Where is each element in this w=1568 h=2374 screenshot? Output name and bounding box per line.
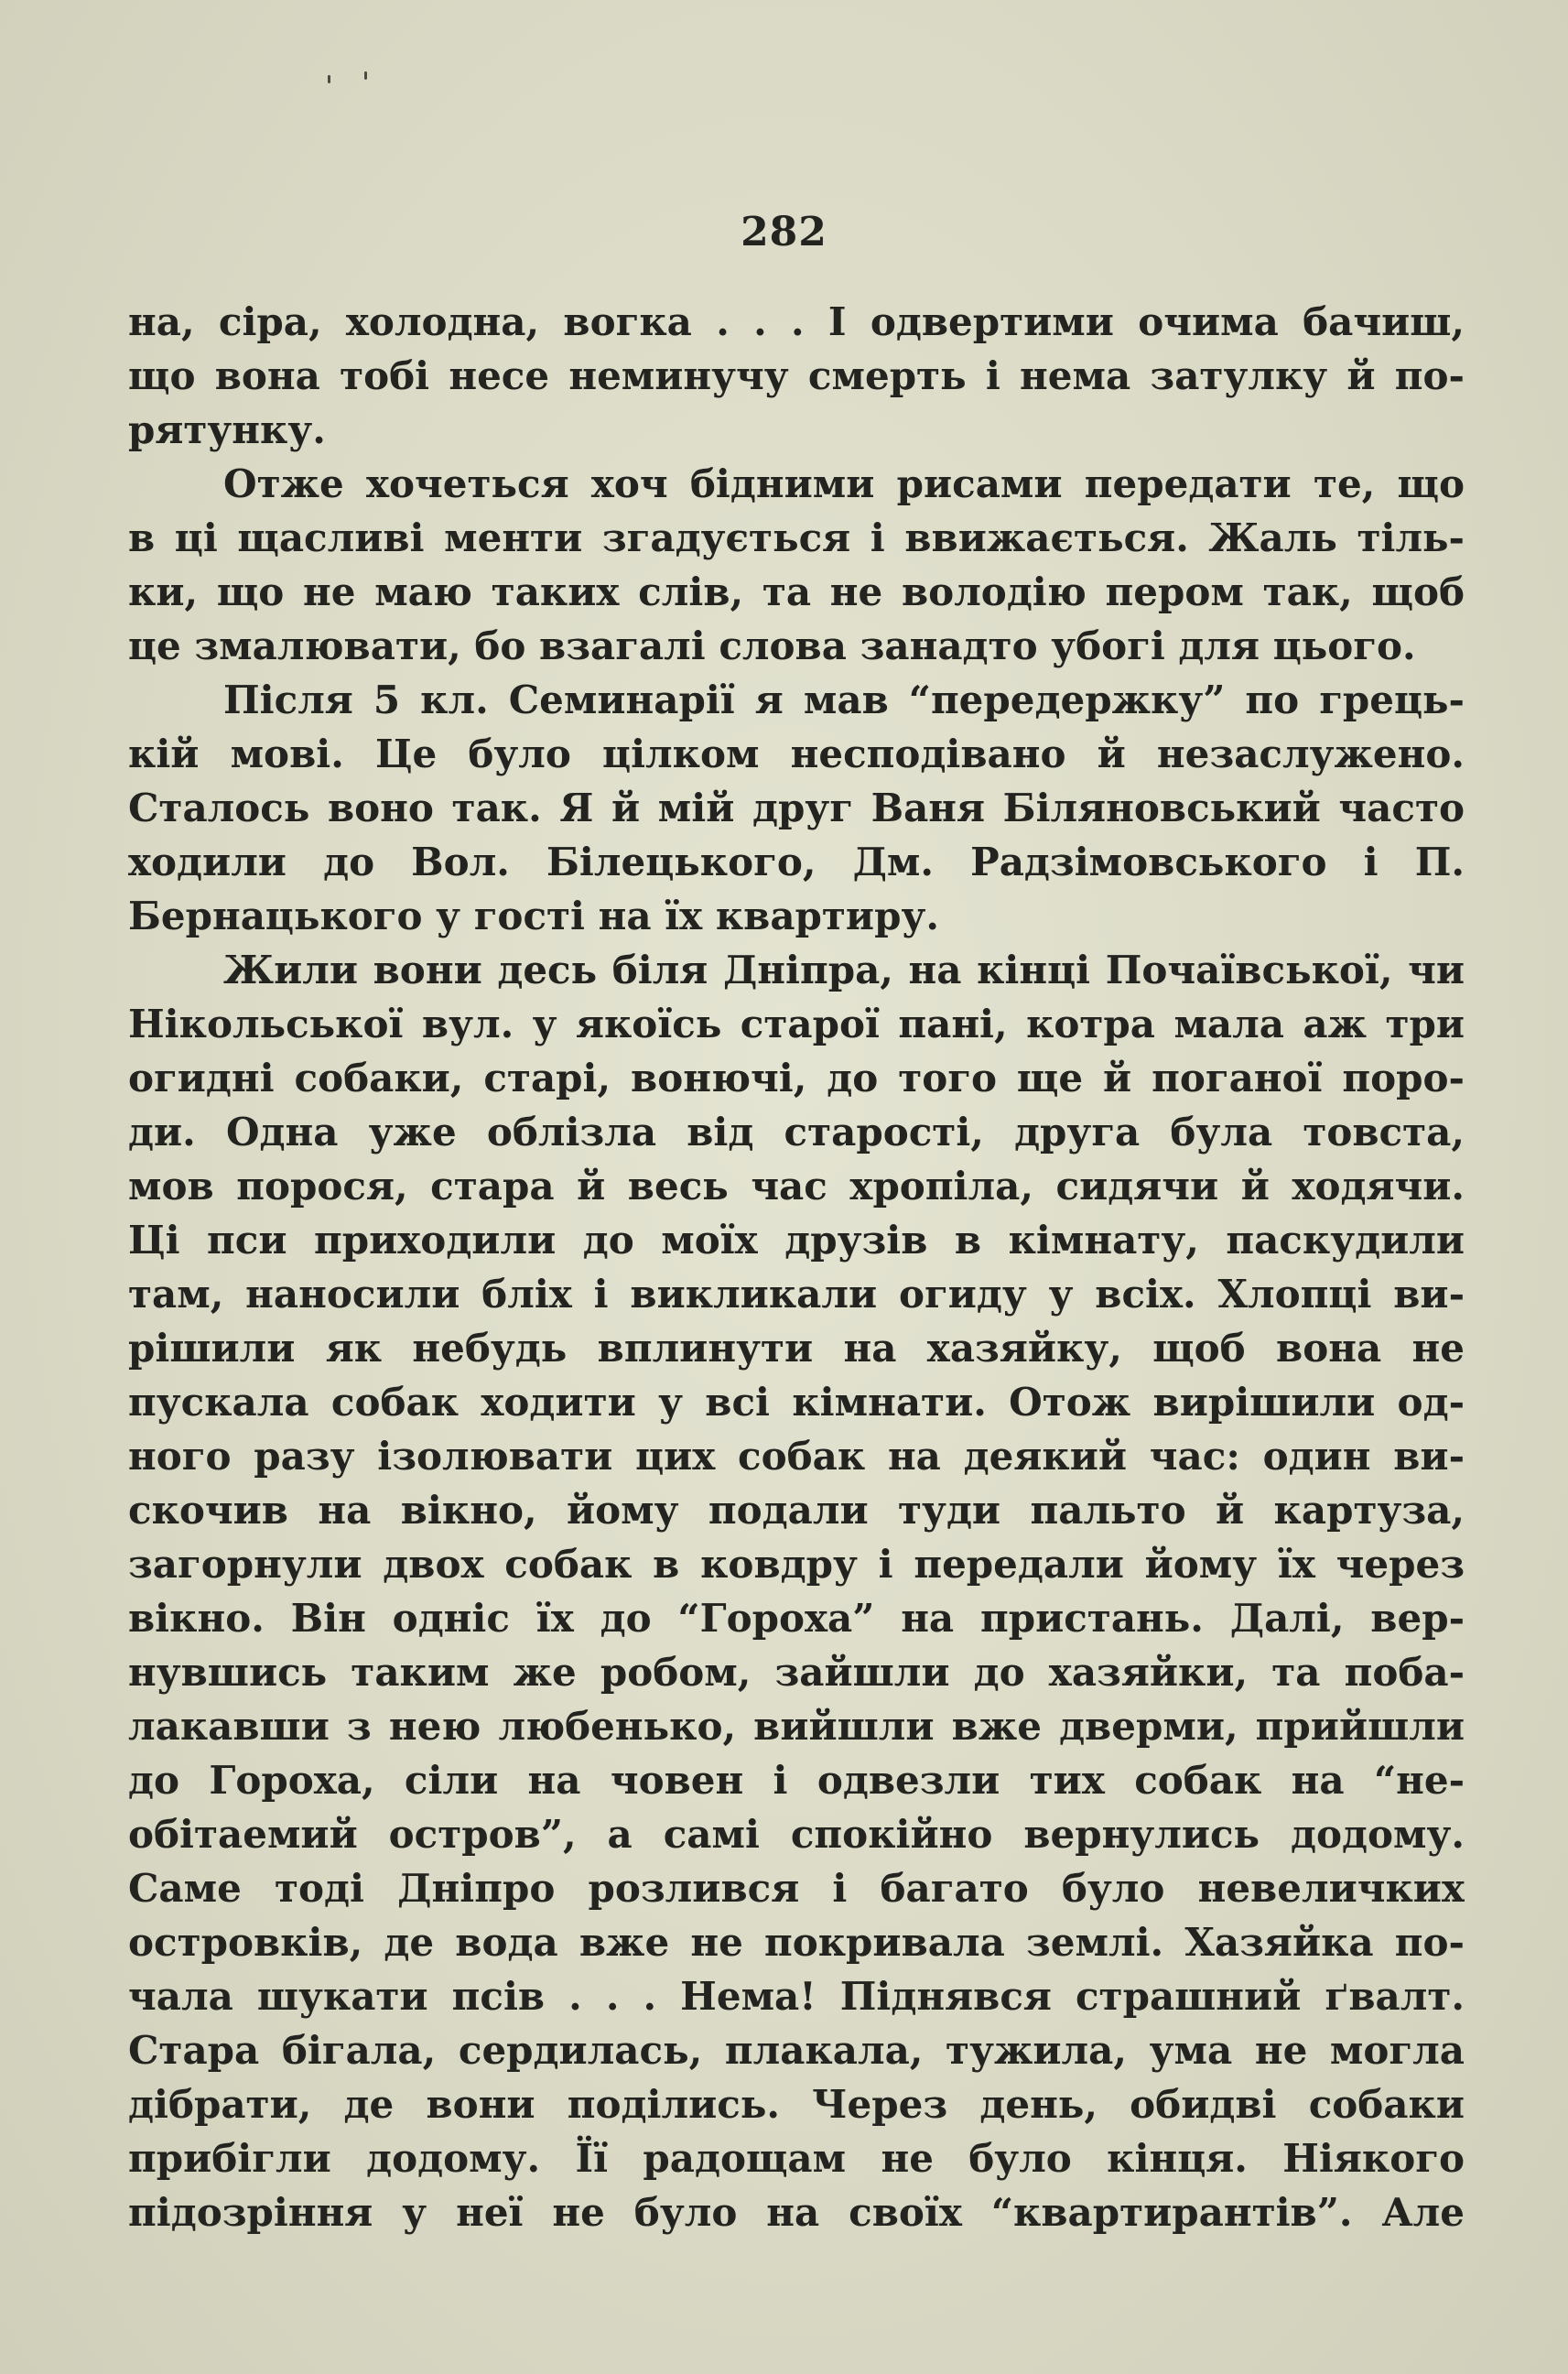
text-line: рятунку.	[128, 407, 326, 452]
text-line: Бернацького у гості на їх квартиру.	[128, 894, 939, 938]
text-line: нувшись таким же робом, зайшли до хазяйки, та поба-	[128, 1650, 1465, 1695]
text-line: чала шукати псів . . . Нема! Піднявся страшний ґвалт.	[128, 1974, 1465, 2019]
text-line: Після 5 кл. Семинарії я мав “передержку” по грець-	[223, 678, 1465, 722]
text-line: підозріння у неї не було на своїх “квартирантів”. Але	[128, 2190, 1465, 2235]
text-line: Жили вони десь біля Дніпра, на кінці Почаївської, чи	[223, 948, 1465, 992]
text-line: ки, що не маю таких слів, та не володію пером так, щоб	[128, 569, 1465, 614]
text-line: островків, де вода вже не покривала землі. Хазяйка по-	[128, 1920, 1465, 1965]
print-speck	[364, 71, 367, 80]
text-line: скочив на вікно, йому подали туди пальто й картуза,	[128, 1488, 1465, 1533]
text-line: ди. Одна уже облізла від старості, друга була товста,	[128, 1110, 1465, 1154]
page-number: 282	[741, 209, 827, 255]
text-line: вікно. Він одніс їх до “Гороха” на пристань. Далі, вер-	[128, 1596, 1465, 1641]
text-line: ного разу ізолювати цих собак на деякий час: один ви-	[128, 1434, 1465, 1479]
text-line: мов порося, стара й весь час хропіла, сидячи й ходячи.	[128, 1164, 1465, 1209]
text-line: на, сіра, холодна, вогка . . . І одвертими очима бачиш,	[128, 299, 1465, 344]
text-line: обітаемий остров”, а самі спокійно вернулись додому.	[128, 1812, 1465, 1857]
text-line: кій мові. Це було цілком несподівано й незаслужено.	[128, 732, 1465, 776]
text-line: ходили до Вол. Білецького, Дм. Радзімовського і П.	[128, 840, 1465, 884]
text-line: що вона тобі несе неминучу смерть і нема затулку й по-	[128, 353, 1465, 398]
text-line: Ці пси приходили до моїх друзів в кімнату, паскудили	[128, 1218, 1465, 1263]
text-line: лакавши з нею любенько, вийшли вже дверми, прийшли	[128, 1704, 1465, 1749]
text-line: в ці щасливі менти згадується і ввижається. Жаль тіль-	[128, 515, 1465, 560]
text-line: Нікольської вул. у якоїсь старої пані, котра мала аж три	[128, 1002, 1465, 1046]
body-text	[128, 295, 1465, 2239]
text-line: Саме тоді Дніпро розлився і багато було невеличких	[128, 1866, 1465, 1911]
text-line: Стара бігала, сердилась, плакала, тужила, ума не могла	[128, 2028, 1465, 2073]
text-line: це змалювати, бо взагалі слова занадто убогі для цього.	[128, 623, 1416, 668]
text-line: Отже хочеться хоч бідними рисами передати те, що	[223, 461, 1465, 506]
text-line: огидні собаки, старі, вонючі, до того ще й поганої поро-	[128, 1056, 1465, 1100]
text-line: загорнули двох собак в ковдру і передали йому їх через	[128, 1542, 1465, 1587]
text-line: Сталось воно так. Я й мій друг Ваня Біляновський часто	[128, 786, 1465, 830]
text-line: прибігли додому. Її радощам не було кінця. Ніякого	[128, 2136, 1465, 2181]
text-line: до Гороха, сіли на човен і одвезли тих собак на “не-	[128, 1758, 1465, 1803]
print-speck	[328, 75, 330, 83]
text-line: дібрати, де вони поділись. Через день, обидві собаки	[128, 2082, 1465, 2127]
text-line: рішили як небудь вплинути на хазяйку, щоб вона не	[128, 1326, 1465, 1371]
text-line: там, наносили бліх і викликали огиду у всіх. Хлопці ви-	[128, 1272, 1465, 1317]
text-line: пускала собак ходити у всі кімнати. Отож вирішили од-	[128, 1380, 1465, 1425]
